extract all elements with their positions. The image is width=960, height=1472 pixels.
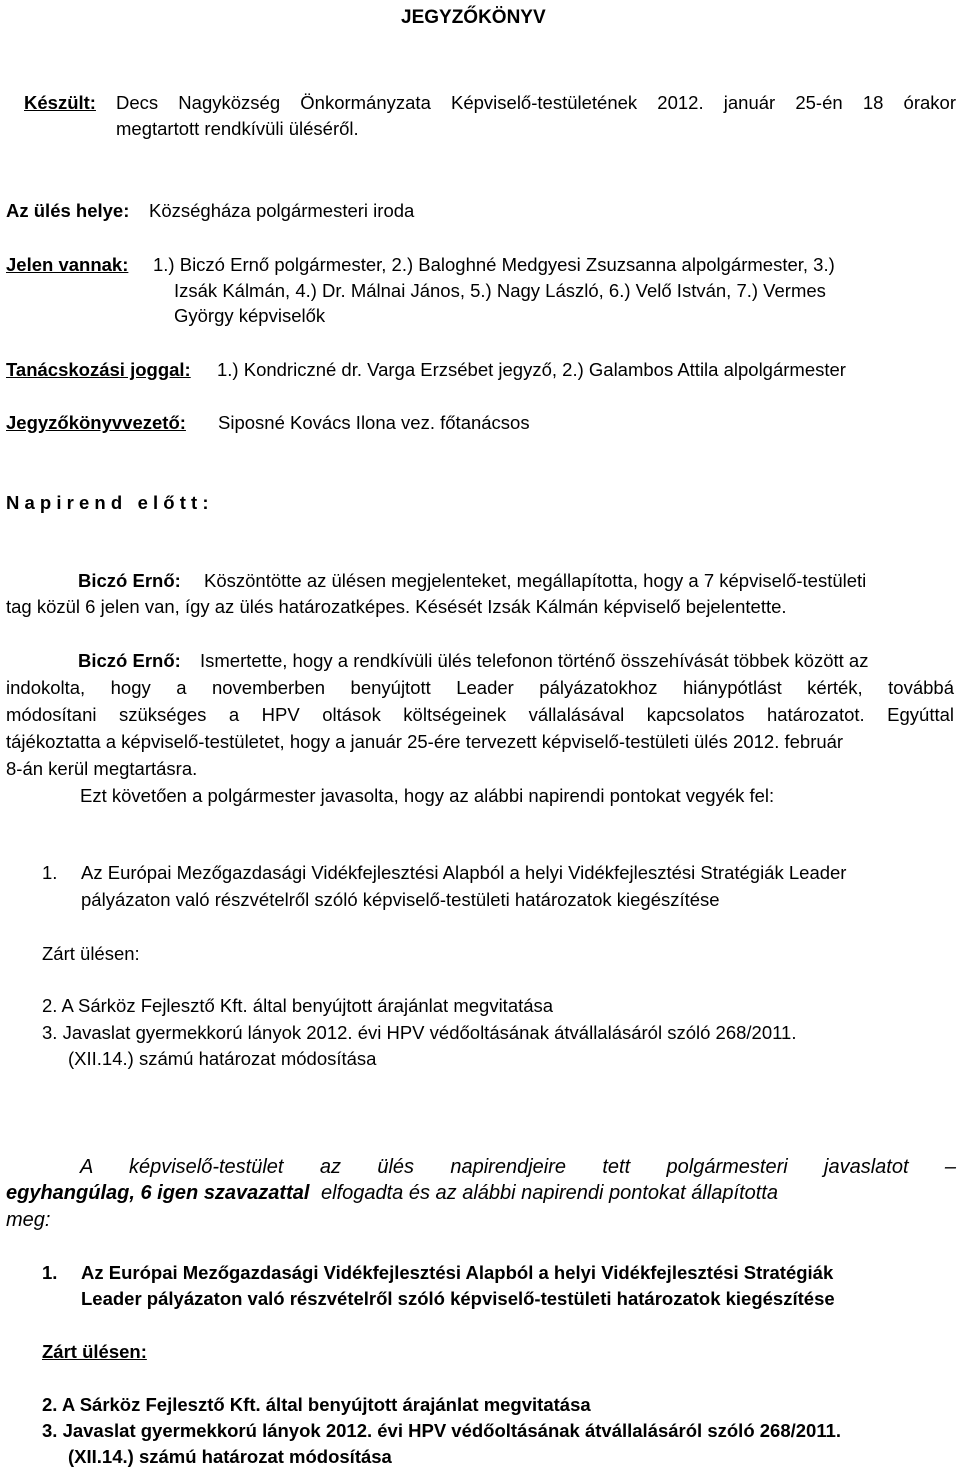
p2-line3: módosítani szükséges a HPV oltások költségeinek vállalásával kapcsolatos határozatot. Egyúttal: [6, 704, 954, 725]
proposed-item1-line1: Az Európai Mezőgazdasági Vidékfejlesztési Alapból a helyi Vidékfejlesztési Stratégiák Leader: [81, 862, 847, 883]
proposed-item3-line2: (XII.14.) számú határozat módosítása: [68, 1048, 377, 1069]
keszult-text-line1: Decs Nagyközség Önkormányzata Képviselő-testületének 2012. január 25-én 18 órakor: [116, 92, 956, 113]
p1-line1: Köszöntötte az ülésen megjelenteket, megállapította, hogy a 7 képviselő-testületi: [204, 570, 867, 591]
jelen-line2: Izsák Kálmán, 4.) Dr. Málnai János, 5.) Nagy László, 6.) Velő István, 7.) Vermes: [174, 280, 826, 301]
keszult-label: Készült:: [24, 92, 96, 113]
tanacskozasi-label: Tanácskozási joggal:: [6, 359, 191, 380]
proposed-closed-label: Zárt ülésen:: [42, 943, 140, 964]
proposed-item1-number: 1.: [42, 862, 58, 883]
p2-line6: Ezt követően a polgármester javasolta, hogy az alábbi napirendi pontokat vegyék fel:: [80, 785, 775, 806]
helye-value: Községháza polgármesteri iroda: [149, 200, 415, 221]
decision-line2-rest: elfogadta és az alábbi napirendi pontokat állapította: [321, 1182, 779, 1204]
p2-line2: indokolta, hogy a novemberben benyújtott Leader pályázatokhoz hiánypótlást kérték, továbbá: [6, 677, 954, 698]
final-item2: 2. A Sárköz Fejlesztő Kft. által benyújtott árajánlat megvitatása: [42, 1394, 591, 1415]
proposed-item1-line2: pályázaton való részvételről szóló képviselő-testületi határozatok kiegészítése: [81, 889, 720, 910]
decision-line1: A képviselő-testület az ülés napirendjeire tett polgármesteri javaslatot –: [80, 1156, 956, 1178]
final-item3-line1: 3. Javaslat gyermekkorú lányok 2012. évi HPV védőoltásának átvállalásáról szóló 268/2011.: [42, 1420, 842, 1441]
p2-line1: Ismertette, hogy a rendkívüli ülés telefonon történő összehívását többek között az: [200, 650, 869, 671]
final-item1-number: 1.: [42, 1262, 58, 1283]
proposed-item2: 2. A Sárköz Fejlesztő Kft. által benyújtott árajánlat megvitatása: [42, 995, 554, 1016]
p1-line2: tag közül 6 jelen van, így az ülés határozatképes. Késését Izsák Kálmán képviselő bejelentette.: [6, 596, 787, 617]
p2-speaker: Biczó Ernő:: [78, 650, 181, 671]
proposed-item3-line1: 3. Javaslat gyermekkorú lányok 2012. évi HPV védőoltásának átvállalásáról szóló 268/2011.: [42, 1022, 797, 1043]
decision-line2: [6, 1183, 778, 1203]
p2-line5: 8-án kerül megtartásra.: [6, 758, 198, 779]
p2-line4: tájékoztatta a képviselő-testületet, hogy a január 25-ére tervezett képviselő-testületi ülés 2012. február: [6, 731, 844, 752]
jelen-label: Jelen vannak:: [6, 254, 129, 275]
jegyzokonyvvezeto-value: Siposné Kovács Ilona vez. főtanácsos: [218, 412, 530, 433]
jelen-line1: 1.) Biczó Ernő polgármester, 2.) Baloghné Medgyesi Zsuzsanna alpolgármester, 3.): [153, 254, 835, 275]
napirend-elott-heading: N a p i r e n d e l ő t t :: [6, 492, 209, 513]
decision-line3: meg:: [6, 1209, 51, 1231]
helye-label: Az ülés helye:: [6, 200, 130, 221]
keszult-text-line2: megtartott rendkívüli üléséről.: [116, 118, 359, 139]
final-item1-line1: Az Európai Mezőgazdasági Vidékfejlesztési Alapból a helyi Vidékfejlesztési Stratégiák: [81, 1262, 834, 1283]
document-title: JEGYZŐKÖNYV: [401, 7, 546, 28]
p1-speaker: Biczó Ernő:: [78, 570, 181, 591]
decision-bold: egyhangúlag, 6 igen szavazattal: [6, 1182, 310, 1204]
final-closed-label: Zárt ülésen:: [42, 1341, 147, 1362]
jegyzokonyvvezeto-label: Jegyzőkönyvvezető:: [6, 412, 186, 433]
final-item3-line2: (XII.14.) számú határozat módosítása: [68, 1446, 392, 1467]
tanacskozasi-value: 1.) Kondriczné dr. Varga Erzsébet jegyző, 2.) Galambos Attila alpolgármester: [217, 359, 846, 380]
final-item1-line2: Leader pályázaton való részvételről szóló képviselő-testületi határozatok kiegészítése: [81, 1288, 835, 1309]
jelen-line3: György képviselők: [174, 305, 326, 326]
